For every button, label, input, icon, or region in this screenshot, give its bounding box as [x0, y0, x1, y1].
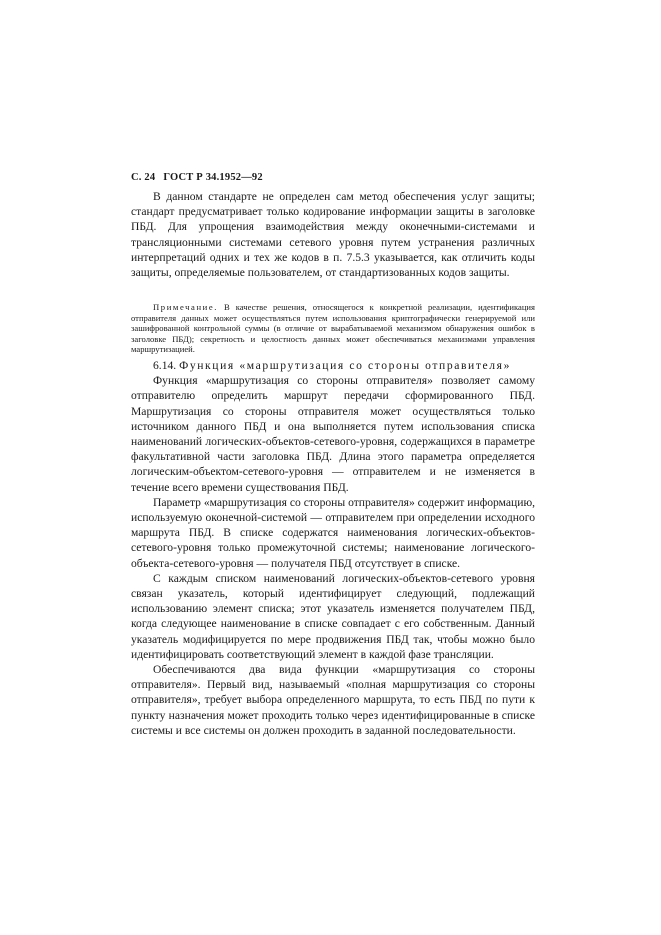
- note-label: Примечание.: [153, 302, 219, 312]
- standard-designation: ГОСТ Р 34.1952—92: [163, 172, 263, 183]
- section-title: Функция «маршрутизация со стороны отправителя»: [179, 359, 511, 372]
- page-header: [131, 172, 271, 183]
- section-number: 6.14.: [153, 359, 177, 372]
- note-paragraph: [131, 302, 535, 355]
- paragraph-pointer: С каждым списком наименований логических-объектов-сетевого уровня связан указатель, который идентифицирует следующий, подлежащий использованию элемент списка; этот указатель изменяется получателем ПБД, когда следующее наименование в списке совпадает с его собственным. Данный указатель модифицируется по мере продвижения ПБД так, чтобы можно было идентифицировать соответствующий элемент в каждой фазе трансляции.: [131, 571, 535, 661]
- note-block: [131, 302, 535, 355]
- note-text: В качестве решения, относящегося к конкретной реализации, идентификация отправителя данных может осуществляться путем использования криптографически генерируемой или зашифрованной контрольной суммы (в отличие от вырабатываемой механизмом обнаружения ошибок в заголовке ПБД); секретность и целостность данных может обеспечиваться механизмами управления маршрутизацией.: [131, 302, 535, 355]
- body-block-2: [131, 358, 535, 738]
- paragraph-source-routing: Функция «маршрутизация со стороны отправителя» позволяет самому отправителю определить маршрут передачи сформированного ПБД. Маршрутизация со стороны отправителя может осуществляться только источником данного ПБД и она выполняется путем использования списка наименований логических-объектов-сетевого-уровня, содержащихся в параметре факультативной части заголовка ПБД. Длина этого параметра определяется логическим-объектом-сетевого-уровня — отправителем и не изменяется в течение всего времени существования ПБД.: [131, 374, 535, 494]
- body-block-1: [131, 189, 535, 280]
- page-number: С. 24: [131, 172, 156, 183]
- paragraph-security-coding: В данном стандарте не определен сам метод обеспечения услуг защиты; стандарт предусматривает только кодирование информации защиты в заголовке ПБД. Для упрощения взаимодействия между оконечными-системами и трансляционными системами сетевого уровня путем устранения различных интерпретаций одних и тех же кодов в п. 7.5.3 указывается, как отличить коды защиты, определяемые пользователем, от стандартизованных кодов защиты.: [131, 190, 535, 280]
- paragraph-two-types: Обеспечиваются два вида функции «маршрутизация со стороны отправителя». Первый вид, называемый «полная маршрутизация со стороны отправителя», требует выбора определенного маршрута, то есть ПБД по пути к пункту назначения может проходить только через идентифицированные в списке системы и все системы он должен проходить в заданной последовательности.: [131, 663, 535, 737]
- paragraph-parameter: Параметр «маршрутизация со стороны отправителя» содержит информацию, используемую оконечной-системой — отправителем при определении исходного маршрута ПБД. В списке содержатся наименования логических-объектов-сетевого-уровня только промежуточной системы; наименование логического-объекта-сетевого-уровня — получателя ПБД отсутствует в списке.: [131, 495, 535, 570]
- section-heading: [131, 358, 535, 373]
